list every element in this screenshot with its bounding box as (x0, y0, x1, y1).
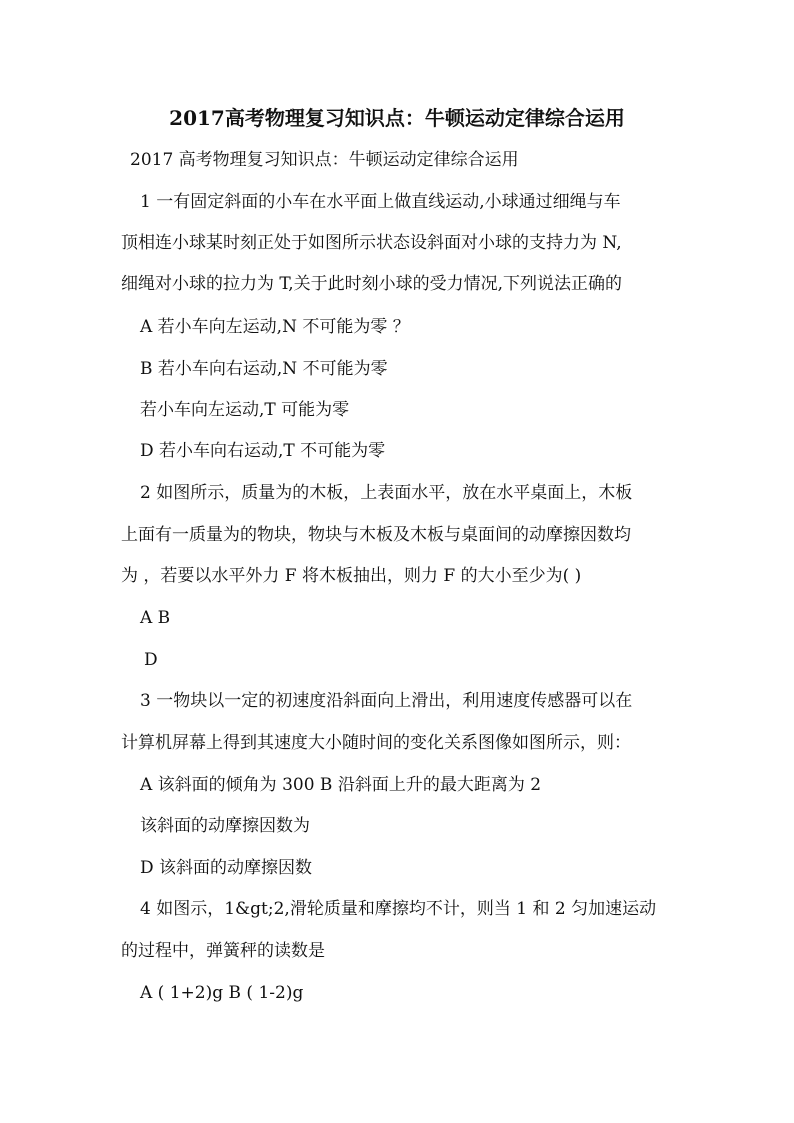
q2-option-d: D (144, 650, 158, 670)
q4-options-ab: A ( 1+2)g B ( 1-2)g (140, 983, 304, 1003)
q3-line-1: 3 一物块以一定的初速度沿斜面向上滑出，利用速度传感器可以在 (140, 691, 633, 711)
document-subtitle: 2017 高考物理复习知识点：牛顿运动定律综合运用 (130, 150, 519, 170)
q1-option-d: D 若小车向右运动,T 不可能为零 (140, 441, 386, 461)
q2-line-2: 上面有一质量为的物块，物块与木板及木板与桌面间的动摩擦因数均 (121, 525, 631, 545)
q1-option-c: 若小车向左运动,T 可能为零 (140, 400, 350, 420)
q4-line-1: 4 如图示，1&gt;2,滑轮质量和摩擦均不计，则当 1 和 2 匀加速运动 (140, 899, 657, 919)
q1-option-a: A 若小车向左运动,N 不可能为零 ？ (140, 317, 410, 337)
q1-line-3: 细绳对小球的拉力为 T,关于此时刻小球的受力情况,下列说法正确的 (121, 274, 623, 294)
q1-line-2: 顶相连小球某时刻正处于如图所示状态设斜面对小球的支持力为 N, (121, 233, 622, 253)
q3-options-ab: A 该斜面的倾角为 300 B 沿斜面上升的最大距离为 2 (140, 775, 542, 795)
q4-line-2: 的过程中，弹簧秤的读数是 (121, 941, 325, 961)
q2-options-ab: A B (140, 608, 171, 628)
document-title: 2017高考物理复习知识点：牛顿运动定律综合运用 (169, 106, 625, 130)
q2-line-1: 2 如图所示，质量为的木板，上表面水平，放在水平桌面上，木板 (140, 483, 633, 503)
q3-option-d: D 该斜面的动摩擦因数 (140, 858, 313, 878)
q1-option-b: B 若小车向右运动,N 不可能为零 (140, 359, 388, 379)
q3-line-2: 计算机屏幕上得到其速度大小随时间的变化关系图像如图所示，则： (121, 733, 631, 753)
q3-option-c: 该斜面的动摩擦因数为 (140, 816, 310, 836)
q2-line-3: 为 ，若要以水平外力 F 将木板抽出，则力 F 的大小至少为( ) (121, 566, 582, 586)
q1-line-1: 1 一有固定斜面的小车在水平面上做直线运动,小球通过细绳与车 (140, 192, 621, 212)
